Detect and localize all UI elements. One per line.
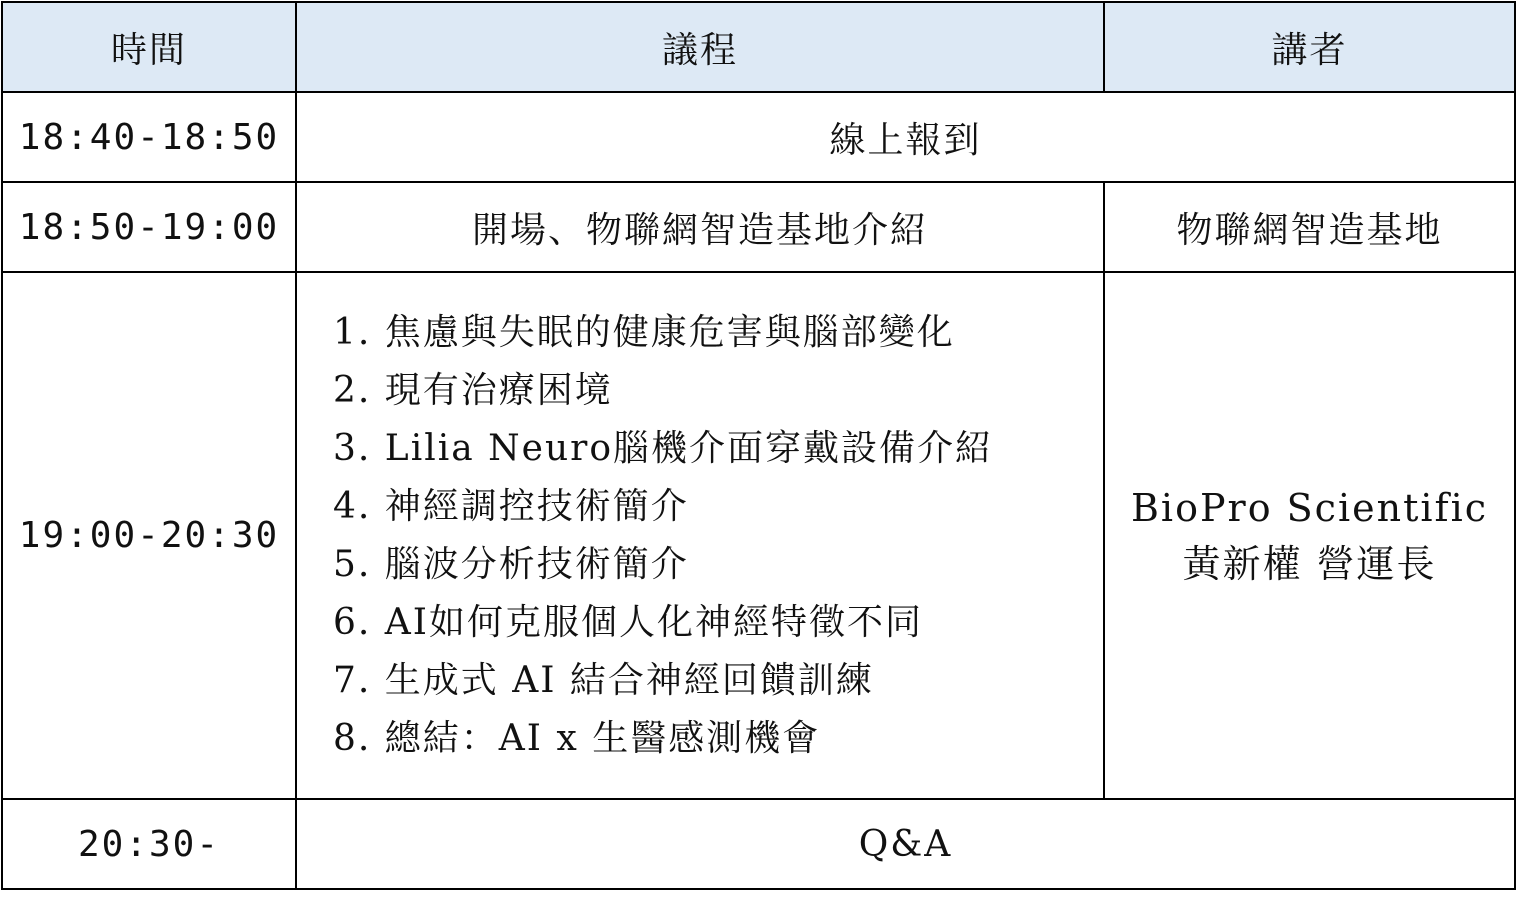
list-item: 3. Lilia Neuro腦機介面穿戴設備介紹: [333, 427, 994, 469]
header-agenda: 議程: [296, 2, 1104, 92]
agenda-cell: 開場、物聯網智造基地介紹: [296, 182, 1104, 272]
header-speaker: 講者: [1104, 2, 1515, 92]
list-item: 6. AI如何克服個人化神經特徵不同: [333, 601, 924, 643]
agenda-table: [1, 1, 1516, 890]
speaker-cell: 物聯網智造基地: [1104, 182, 1515, 272]
header-time: 時間: [2, 2, 296, 92]
table-row: [2, 92, 1515, 182]
speaker-cell: [1104, 272, 1515, 799]
speaker-name: 黃新權 營運長: [1182, 541, 1437, 586]
header-row: [2, 2, 1515, 92]
time-cell: 18:40-18:50: [2, 92, 296, 182]
agenda-cell: Q&A: [296, 799, 1515, 889]
topic-list: [297, 304, 1103, 768]
table-row: [2, 272, 1515, 799]
list-item: 4. 神經調控技術簡介: [333, 485, 689, 527]
list-item: 2. 現有治療困境: [333, 369, 613, 411]
list-item: 7. 生成式 AI 結合神經回饋訓練: [333, 659, 874, 701]
list-item: 5. 腦波分析技術簡介: [333, 543, 689, 585]
time-cell: 18:50-19:00: [2, 182, 296, 272]
list-item: 8. 總結：AI x 生醫感測機會: [333, 717, 821, 759]
time-cell: 20:30-: [2, 799, 296, 889]
agenda-cell: [296, 272, 1104, 799]
table-row: [2, 799, 1515, 889]
table-row: [2, 182, 1515, 272]
time-cell: 19:00-20:30: [2, 272, 296, 799]
agenda-cell: 線上報到: [296, 92, 1515, 182]
list-item: 1. 焦慮與失眠的健康危害與腦部變化: [333, 311, 955, 353]
speaker-organization: BioPro Scientific: [1131, 485, 1488, 530]
